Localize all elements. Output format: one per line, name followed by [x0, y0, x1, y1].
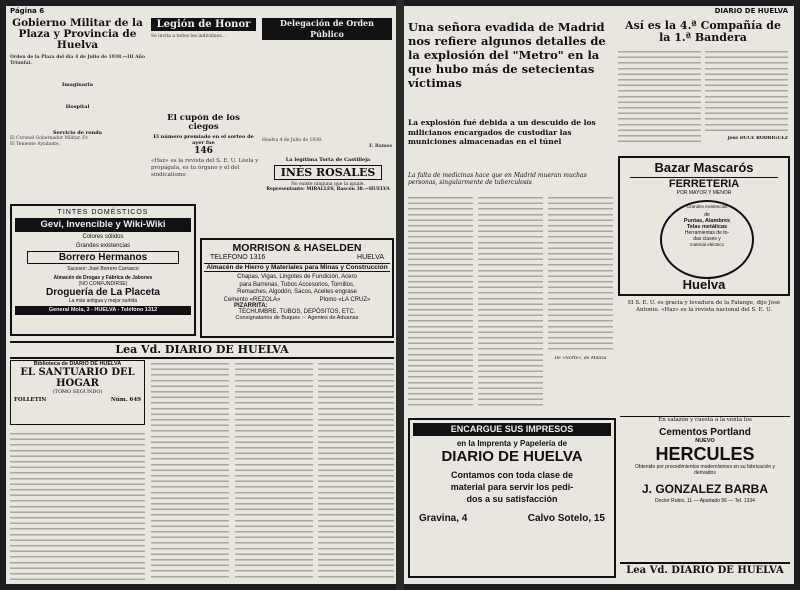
delegacion-footer: Huelva 4 de Julio de 1938.: [262, 138, 323, 143]
tintes-ad: [10, 204, 196, 336]
cupon-title: El cupón de los ciegos: [167, 114, 240, 132]
cementos-ad: [620, 416, 790, 559]
article-text-col-1: [408, 194, 473, 409]
encargue-address-row: [413, 505, 611, 524]
biblioteca-meta: [11, 395, 144, 403]
asi-title: Así es la 4.ª Compañía de la 1.ª Bandera: [625, 20, 781, 44]
delegacion-title: Delegación de Orden Público: [262, 18, 392, 40]
tintes-popular: La más antigua y mejor surtida: [68, 298, 138, 304]
right-page-header: DIARIO DE HUELVA: [714, 7, 788, 15]
tintes-address: General Mola, 3 - HUELVA - Teléfono 1312: [15, 306, 191, 315]
cupon-number: 146: [194, 146, 213, 156]
asi-signature: José DUCE RODRÍGUEZ: [727, 136, 788, 141]
encargue-name: DIARIO DE HUELVA: [441, 448, 583, 465]
gobierno-militar-column: [10, 18, 145, 168]
bazar-center-5: das clases y: [693, 236, 721, 242]
delegacion-body: [262, 43, 392, 138]
gobierno-section-imaginaria: Imaginaria: [62, 82, 93, 89]
bazar-title: Bazar Mascarós: [654, 160, 754, 175]
bazar-por-mayor: POR MAYOR Y MENOR: [676, 190, 732, 196]
bazar-ring-top: Grandes existencias: [686, 204, 728, 209]
main-deck: La explosión fué debida a un descuido de los milicianos encargados de custodiar las municiones almacenadas en el túnel: [408, 118, 596, 146]
morrison-tel: TELEFONO 1316: [210, 254, 266, 261]
folletin-text-col-4: [318, 360, 394, 580]
main-headline: Una señora evadida de Madrid nos refiere algunos detalles de la explosión del "Metro" en la que hubo más de setecientas víctimas: [408, 20, 606, 90]
morrison-pizarrita: PIZARRITA:: [234, 302, 268, 309]
morrison-title: MORRISON & HASELDEN: [232, 242, 362, 254]
morrison-item-3: Remaches, Algodón, Sacos, Aceites engrase: [237, 289, 357, 295]
encargue-line-2: material para servir los pedi-: [450, 482, 574, 492]
bazar-ring-bottom: material eléctrico: [689, 242, 724, 247]
folletin-text-col-3: [235, 360, 313, 580]
encargue-line-1: Contamos con toda clase de: [450, 470, 574, 480]
bazar-ad: [618, 156, 790, 296]
delegacion-signature: F. Ramos: [369, 143, 392, 149]
article-signature: De «Norte», de Milicia: [554, 356, 607, 361]
cementos-dealer: J. GONZALEZ BARBA: [642, 482, 768, 496]
biblioteca-header: Biblioteca de DIARIO DE HUELVA: [33, 361, 122, 367]
encargue-sub: en la Imprenta y Papelería de: [456, 439, 568, 448]
biblioteca-title: EL SANTUARIO DEL HOGAR: [20, 367, 135, 389]
legion-body: Se invita a todos los individuos...: [151, 34, 226, 39]
page-gutter: [396, 0, 404, 590]
folletin-text-col-2: [151, 360, 229, 580]
biblioteca-num: Núm. 649: [110, 397, 141, 403]
encargue-addr-right: Calvo Sotelo, 15: [527, 513, 605, 524]
cementos-brand: HERCULES: [655, 444, 755, 464]
morrison-city: HUELVA: [357, 254, 384, 261]
tintes-sub: Colores sólidos: [82, 234, 124, 240]
delegacion-column: [262, 18, 392, 153]
encargue-top: ENCARGUE SUS IMPRESOS: [413, 423, 611, 436]
cupon-box: [151, 114, 256, 156]
encargue-line-3: dos a su satisfacción: [466, 494, 558, 504]
bazar-ring: [660, 200, 754, 279]
bazar-center-4: Herramientas de to-: [684, 230, 730, 236]
biblioteca-tomo: (TOMO SEGUNDO): [52, 389, 103, 395]
morrison-item-1: Chapas, Vigas, Lingotes de Fundición, Acero: [237, 274, 357, 280]
bazar-city: Huelva: [682, 277, 726, 292]
right-lea-banner: Lea Vd. DIARIO DE HUELVA: [620, 562, 790, 578]
morrison-cement: Cemento «REZOLA»: [223, 296, 281, 303]
morrison-subtitle: Almacén de Hierro y Materiales para Minas y Construcción: [204, 263, 390, 272]
morrison-item-2: para Barrenas, Tubos Accesorios, Tornillos,: [239, 281, 355, 288]
tintes-almacen: Almacén de Drogas y Fábrica de Jabones: [53, 275, 153, 281]
tintes-sucesor: Sucesor: José Borrero Carrasco: [67, 266, 139, 272]
article-text-col-3: [548, 194, 613, 354]
tintes-dealer: Borrero Hermanos: [27, 251, 179, 264]
morrison-lead: Plomo «LA CRUZ»: [319, 296, 371, 303]
gobierno-militar-title: Gobierno Militar de la Plaza y Provincia de Huelva: [12, 18, 143, 51]
bazar-ferreteria: FERRETERIA: [630, 177, 778, 190]
left-page: [6, 6, 396, 584]
morrison-tel-row: [204, 254, 390, 261]
bazar-center-2: Puntas, Alambres: [683, 218, 731, 224]
sindical-note: «Haz» es la revista del S. E. U. Léela y propágala, es tu órgano y el del sindicalismo: [151, 158, 259, 178]
left-lea-banner: Lea Vd. DIARIO DE HUELVA: [10, 341, 394, 359]
morrison-ad: [200, 238, 394, 338]
cementos-nuevo: NUEVO: [695, 438, 715, 444]
gobierno-body-3: [10, 110, 145, 130]
morrison-tech: TECHUMBRE, TUBOS, DEPÓSITOS, ETC.: [238, 308, 356, 315]
legion-column: [151, 18, 256, 113]
gobierno-signature-2: El Teniente Ayudante,: [10, 141, 61, 147]
gobierno-lead: Orden de la Plaza del día 4 de Julio de 1938.—III Año Triunfal.: [10, 55, 145, 66]
gobierno-section-hospital: Hospital: [65, 104, 90, 111]
gobierno-body-2: [10, 88, 145, 104]
tintes-drogueria: Droguería de La Placeta: [46, 287, 160, 298]
legion-title: Legión de Honor: [151, 18, 256, 31]
seu-note: El S. E. U. es gracia y levadura de la Falange, dijo José Antonio. «Haz» es la revista nacional del S. E. U.: [627, 300, 781, 313]
gobierno-section-ronda: Servicio de ronda: [52, 130, 102, 137]
asi-text-col-2: [705, 48, 788, 133]
torta-subline: No existe ninguna que la iguale.: [291, 182, 365, 187]
tintes-no-confundirse: (NO CONFUNDIRSE): [78, 281, 128, 287]
asi-text-col-1: [618, 48, 701, 143]
article-text-col-2: [478, 194, 543, 409]
bazar-center-1: de: [704, 212, 710, 218]
gobierno-body-1: [10, 66, 145, 82]
torta-tagline: La legítima Torta de Castilleja: [285, 157, 371, 163]
biblioteca-box: [10, 360, 145, 425]
bazar-center-3: Telas metálicas: [686, 224, 728, 230]
torta-representative: Representante: MIRALLES, Rascón 38.—HUELVA: [266, 187, 390, 192]
morrison-consig: Consignatarios de Buques :-: Agentes de Aduanas: [235, 314, 359, 321]
tintes-brands: Gevi, Invencible y Wiki-Wiki: [15, 218, 191, 232]
tintes-existencias: Grandes existencias: [75, 243, 131, 249]
cementos-address: Doctor Rubio, 11 — Apartado 56 — Tel. 1334: [655, 498, 755, 504]
cementos-desc: Obtenido por procedimientos modernísimos en su fabricación y derivados: [634, 464, 776, 476]
biblioteca-folletin: FOLLETIN: [14, 397, 47, 403]
gobierno-signature-1: El Coronel Gobernador Militar, Fr.: [10, 136, 89, 142]
tintes-top: TINTES DOMÉSTICOS: [57, 209, 149, 216]
folletin-text-col-1: [10, 430, 145, 580]
torta-ad: [264, 157, 392, 202]
torta-brand: INÉS ROSALES: [274, 165, 382, 180]
encargue-addr-left: Gravina, 4: [419, 513, 468, 524]
cupon-text: El número premiado en el sorteo de ayer fue: [153, 134, 254, 146]
asi-column: [618, 20, 788, 150]
cementos-top: En salazón y cuesta a la venta los: [658, 417, 752, 423]
cementos-title: Cementos Portland: [659, 427, 751, 438]
left-page-header: Página 6: [10, 7, 45, 15]
encargue-ad: [408, 418, 616, 578]
right-page: [404, 6, 794, 584]
main-lead-line: La falta de medicinas hace que en Madrid mueran muchas personas, singularmente de tuberculosis: [408, 172, 587, 186]
